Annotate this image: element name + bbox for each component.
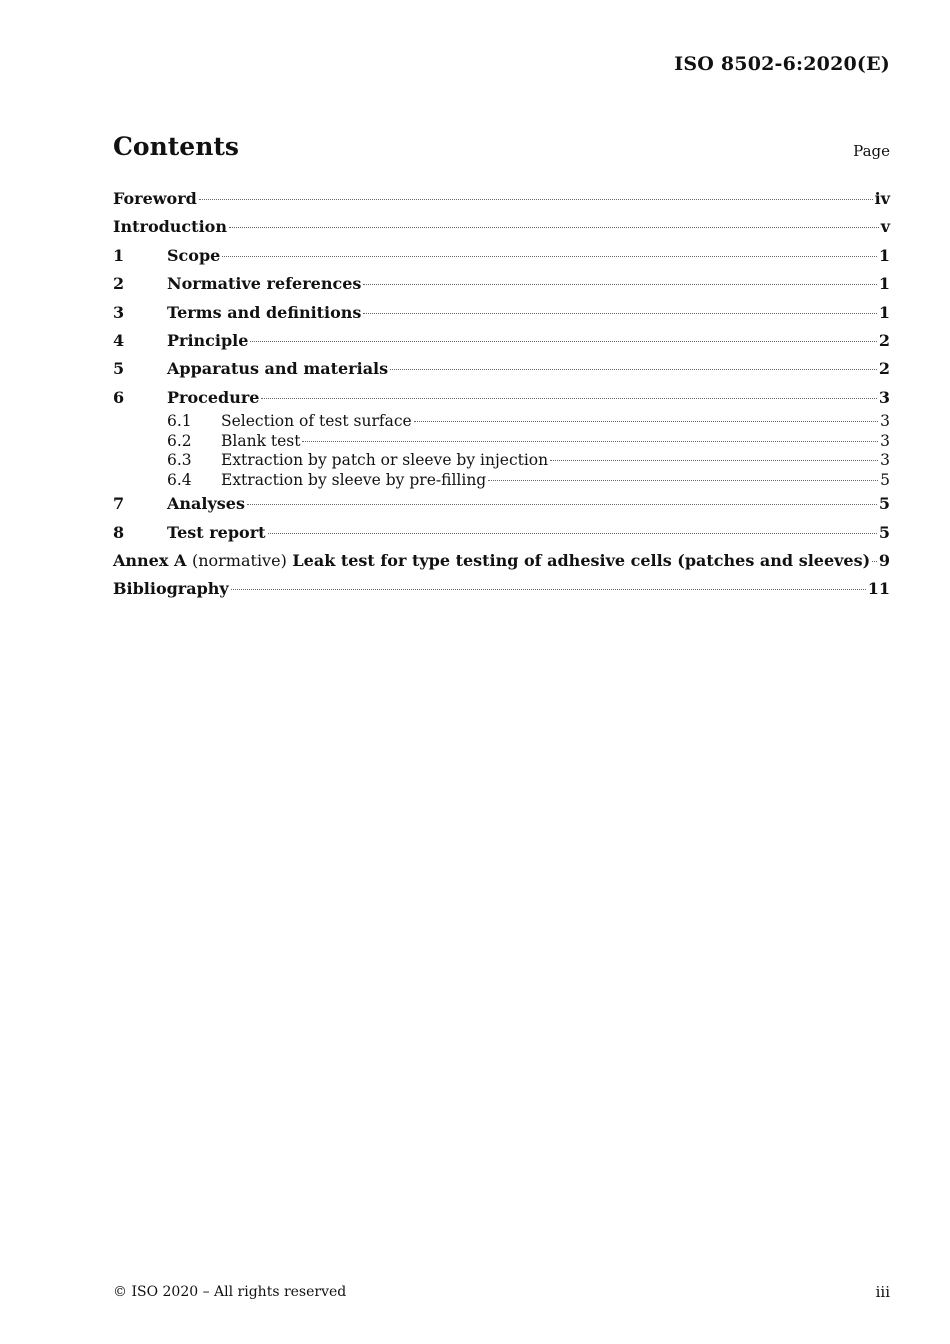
toc-entry-title: Test report: [167, 522, 266, 542]
dot-leader: [390, 368, 877, 370]
dot-leader: [363, 283, 876, 285]
toc-entry-page: 1: [878, 274, 890, 294]
dot-leader: [550, 459, 878, 461]
toc-entry-number: 4: [113, 330, 125, 350]
toc-entry-title: Analyses: [167, 494, 245, 514]
dot-leader: [363, 312, 876, 314]
contents-title: Contents: [113, 132, 240, 161]
dot-leader: [302, 440, 878, 442]
toc-entry[interactable]: [113, 242, 890, 270]
toc-entry-title: Extraction by patch or sleeve by injection: [221, 451, 549, 470]
dot-leader: [231, 588, 866, 590]
toc-entry[interactable]: [113, 270, 890, 298]
toc-subentry[interactable]: [113, 451, 890, 471]
toc-entry-number: 6.1: [167, 412, 192, 431]
annex-kind: (normative): [191, 550, 287, 570]
toc-entry[interactable]: [113, 299, 890, 327]
toc-entry-page: 1: [878, 245, 890, 265]
toc-entry-number: 8: [113, 522, 125, 542]
toc-entry-page: 3: [880, 451, 890, 470]
toc-entry[interactable]: [113, 327, 890, 355]
toc-entry-title: Procedure: [167, 387, 260, 407]
toc-entry-title: Normative references: [167, 274, 362, 294]
toc-subentry[interactable]: [113, 471, 890, 491]
toc-entry[interactable]: [113, 575, 890, 603]
toc-entry[interactable]: [113, 213, 890, 241]
toc-subentry[interactable]: [113, 432, 890, 452]
toc-entry-number: 6.3: [167, 451, 192, 470]
toc-entry-number: 6.4: [167, 470, 192, 489]
toc-entry-number: 6.2: [167, 431, 192, 450]
footer-page-number: iii: [875, 1283, 890, 1301]
toc-subentry[interactable]: [113, 412, 890, 432]
dot-leader: [250, 340, 876, 342]
annex-title: Leak test for type testing of adhesive cells (patches and sleeves): [292, 550, 871, 570]
dot-leader: [261, 397, 876, 399]
dot-leader: [414, 420, 878, 422]
toc-entry-page: 11: [867, 579, 890, 599]
document-identifier: ISO 8502-6:2020(E): [674, 53, 890, 75]
toc-entry-page: 5: [878, 522, 890, 542]
toc-entry[interactable]: [113, 519, 890, 547]
toc-entry-title: [113, 547, 870, 575]
toc-entry[interactable]: [113, 490, 890, 518]
toc-entry-page: 5: [880, 470, 890, 489]
toc-entry-page: 5: [878, 494, 890, 514]
toc-entry-number: 7: [113, 494, 125, 514]
toc-entry-number: 5: [113, 359, 125, 379]
toc-entry-number: 6: [113, 387, 125, 407]
toc-entry-title: Scope: [167, 245, 221, 265]
toc-entry-page: 2: [878, 359, 890, 379]
toc-entry-title: Bibliography: [113, 579, 229, 599]
toc-entry-title: Foreword: [113, 189, 197, 208]
toc-entry-number: 1: [113, 245, 125, 265]
toc-entry-title: Apparatus and materials: [167, 359, 389, 379]
toc-entry-page: 1: [878, 302, 890, 322]
toc-entry-title: Introduction: [113, 217, 227, 237]
toc-entry[interactable]: [113, 547, 890, 575]
dot-leader: [247, 503, 877, 505]
dot-leader: [199, 198, 873, 200]
toc-entry-number: 2: [113, 274, 125, 294]
toc-entry-title: Selection of test surface: [221, 412, 412, 431]
page-column-label: Page: [853, 142, 890, 160]
toc-entry-title: Terms and definitions: [167, 302, 362, 322]
dot-leader: [222, 255, 877, 257]
toc-entry-page: 9: [878, 550, 890, 570]
toc-entry-page: 2: [878, 330, 890, 350]
toc-entry-page: iv: [874, 189, 890, 208]
toc-entry-page: 3: [878, 387, 890, 407]
toc-entry[interactable]: [113, 384, 890, 412]
dot-leader: [488, 479, 878, 481]
toc-entry-page: v: [880, 217, 890, 237]
dot-leader: [229, 226, 879, 228]
dot-leader: [268, 532, 877, 534]
dot-leader: [872, 560, 877, 562]
annex-label: Annex A: [113, 550, 187, 570]
toc-entry-page: 3: [880, 412, 890, 431]
toc-entry-number: 3: [113, 302, 125, 322]
toc-entry-title: Extraction by sleeve by pre-filling: [221, 470, 487, 489]
toc-entry[interactable]: [113, 185, 890, 213]
toc-entry[interactable]: [113, 355, 890, 383]
toc-entry-title: Principle: [167, 330, 249, 350]
table-of-contents: [113, 185, 890, 604]
footer-copyright: © ISO 2020 – All rights reserved: [113, 1284, 347, 1300]
toc-entry-title: Blank test: [221, 431, 301, 450]
toc-entry-page: 3: [880, 431, 890, 450]
